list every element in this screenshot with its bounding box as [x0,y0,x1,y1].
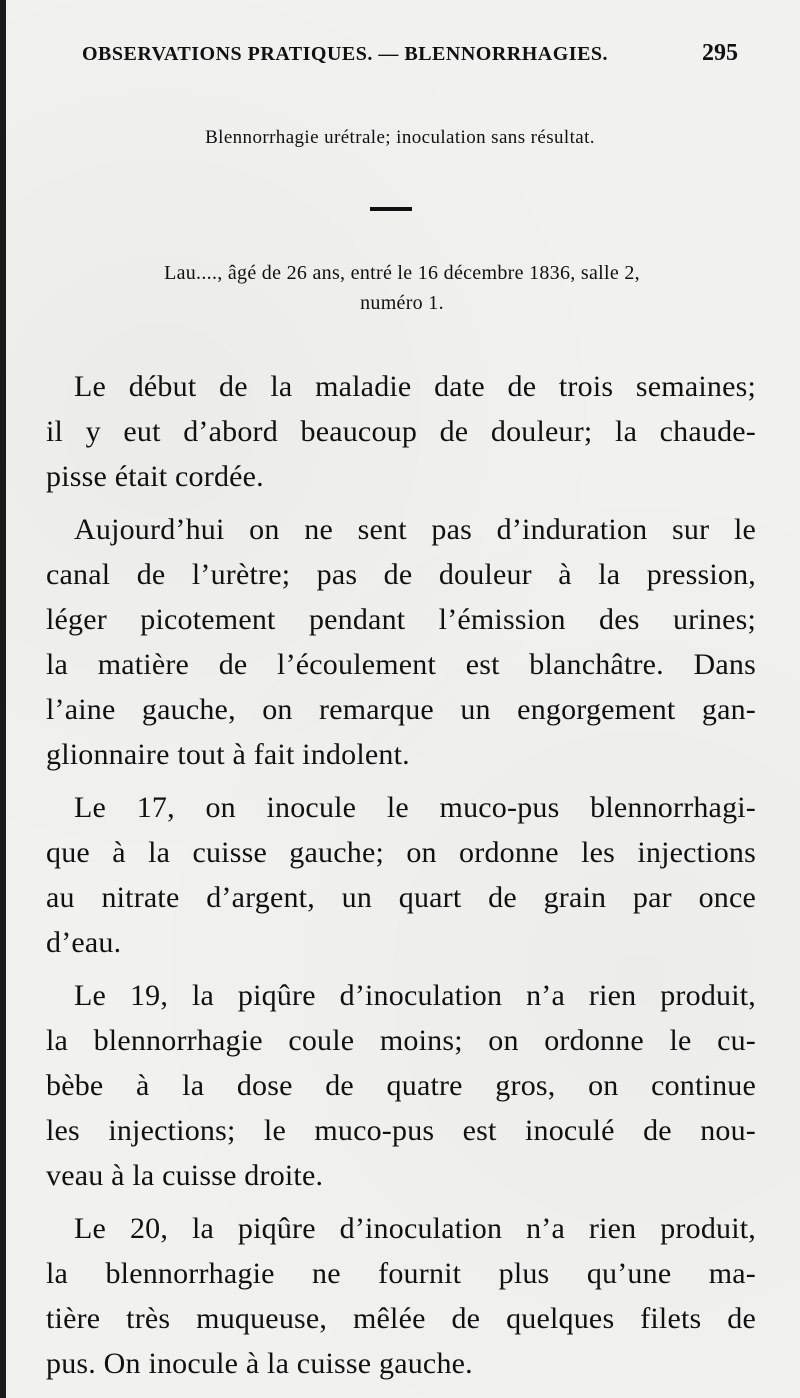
text-line: la blennorrhagie ne fournit plus qu’une ma- [46,1257,756,1290]
text-line: Le 19, la piqûre d’inoculation n’a rien produit, [74,979,756,1012]
text-line: Le début de la maladie date de trois semaines; [74,370,756,403]
section-rule [370,207,412,211]
text-line: bèbe à la dose de quatre gros, on continue [46,1069,756,1102]
text-line: Le 20, la piqûre d’inoculation n’a rien produit, [74,1212,756,1245]
case-intro-line: Lau...., âgé de 26 ans, entré le 16 décembre 1836, salle 2, [164,262,640,284]
text-line: d’eau. [46,926,122,959]
text-line: léger picotement pendant l’émission des urines; [46,603,756,636]
text-line: pus. On inocule à la cuisse gauche. [46,1347,473,1380]
text-line: l’aine gauche, on remarque un engorgement gan- [46,693,756,726]
text-line: tière très muqueuse, mêlée de quelques filets de [46,1302,756,1335]
paragraph [46,1206,756,1386]
text-line: glionnaire tout à fait indolent. [46,738,410,771]
case-intro-line: numéro 1. [360,292,444,314]
running-head-title: OBSERVATIONS PRATIQUES. — BLENNORRHAGIES. [82,43,609,65]
text-line: veau à la cuisse droite. [46,1159,324,1192]
page-edge-shadow [0,0,6,1398]
text-line: les injections; le muco-pus est inoculé de nou- [46,1114,756,1147]
text-line: Le 17, on inocule le muco-pus blennorrhagi- [74,791,756,824]
body-text [46,364,756,1394]
text-line: au nitrate d’argent, un quart de grain par once [46,881,756,914]
paragraph [46,507,756,777]
text-line: la matière de l’écoulement est blanchâtre. Dans [46,648,756,681]
paragraph [46,973,756,1198]
text-line: la blennorrhagie coule moins; on ordonne le cu- [46,1024,756,1057]
text-line: que à la cuisse gauche; on ordonne les injections [46,836,756,869]
case-heading: Blennorrhagie urétrale; inoculation sans résultat. [205,127,595,148]
running-head [82,40,738,67]
paragraph [46,364,756,499]
text-line: pisse était cordée. [46,460,264,493]
case-intro [72,258,732,318]
page-number: 295 [702,40,738,66]
paragraph [46,785,756,965]
text-line: il y eut d’abord beaucoup de douleur; la chaude- [46,415,756,448]
text-line: canal de l’urètre; pas de douleur à la pression, [46,558,756,591]
text-line: Aujourd’hui on ne sent pas d’induration sur le [74,513,756,546]
